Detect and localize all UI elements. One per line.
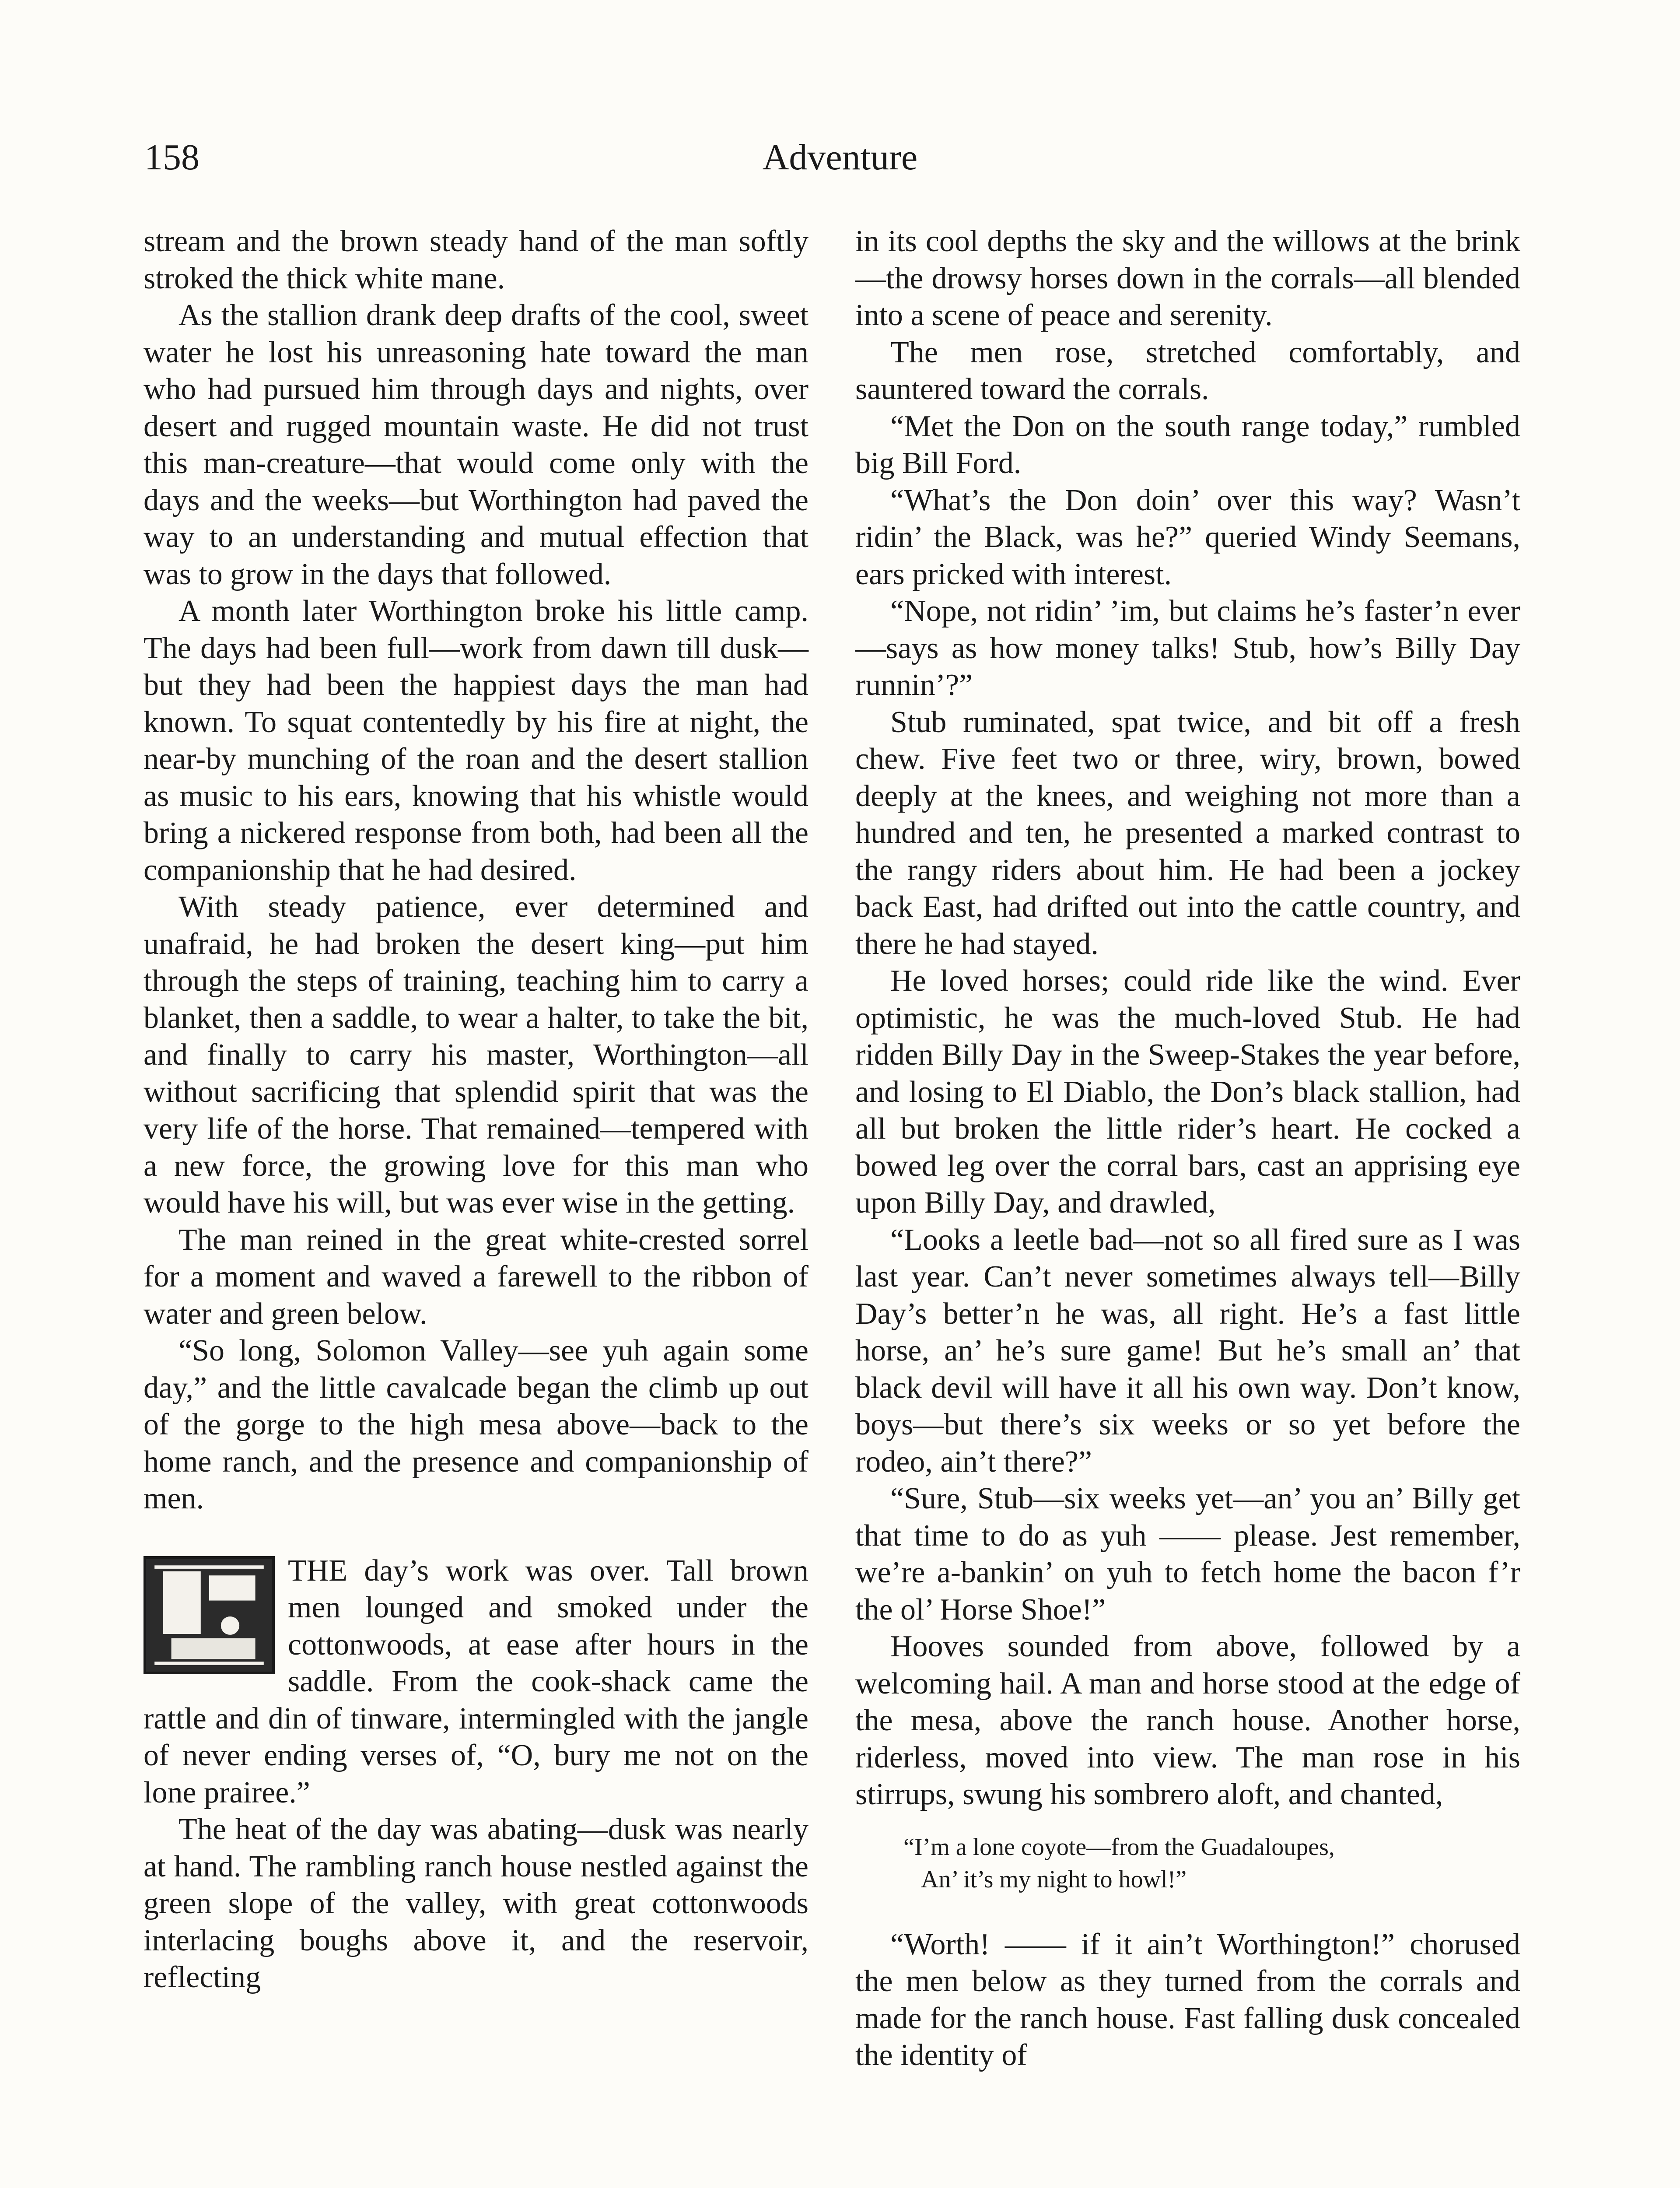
paragraph: “So long, Solomon Valley—see yuh again some day,” and the little cavalcade began the climb up out of the gorge to the high mesa above—back to the home ranch, and the presence and companionship of men. bbox=[144, 1334, 808, 1515]
left-column bbox=[144, 223, 808, 1996]
paragraph: He loved horses; could ride like the wind. Ever optimistic, he was the much-loved Stub. He had ridden Billy Day in the Sweep-Stakes the year before, and losing to El Diablo, the Don’s black stallion, had all but broken the little rider’s heart. He cocked a bowed leg over the corral bars, cast an apprising eye upon Billy Day, and drawled, bbox=[855, 964, 1520, 1220]
paragraph: “Sure, Stub—six weeks yet—an’ you an’ Billy get that time to do as yuh —— please. Jest remember, we’re a-bankin’ on yuh to fetch home the bacon f’r the ol’ Horse Shoe!” bbox=[855, 1482, 1520, 1627]
page-number: 158 bbox=[144, 137, 200, 178]
paragraph: The heat of the day was abating—dusk was nearly at hand. The rambling ranch house nestled against the green slope of the valley, with great cottonwoods interlacing boughs above it, and the reservoir, reflecting bbox=[144, 1813, 808, 1994]
paragraph: With steady patience, ever determined and unafraid, he had broken the desert king—put him through the steps of training, teaching him to carry a blanket, then a saddle, to wear a halter, to take the bit, and finally to carry his master, Worthington—all without sacrificing that splendid spirit that was the very life of the horse. That remained—tempered with a new force, the growing love for this man who would have his will, but was ever wise in the getting. bbox=[144, 890, 808, 1220]
paragraph: A month later Worthington broke his little camp. The days had been full—work from dawn till dusk—but they had been the happiest days the man had known. To squat contentedly by his fire at night, the near-by munching of the roan and the desert stallion as music to his ears, knowing that his whistle would bring a nickered response from both, had been all the companionship that he had desired. bbox=[144, 594, 808, 887]
dropcap-paragraph bbox=[144, 1553, 808, 1812]
right-column bbox=[855, 223, 1520, 2074]
running-title: Adventure bbox=[762, 137, 918, 178]
paragraph: “Nope, not ridin’ ’im, but claims he’s faster’n ever—says as how money talks! Stub, how’s Billy Day runnin’?” bbox=[855, 594, 1520, 702]
dropcap-paragraph-text: THE day’s work was over. Tall brown men lounged and smoked under the cottonwoods, at ease after hours in the saddle. From the cook-shack came the rattle and din of tinware, intermingled with the jangle of never ending verses of, “O, bury me not on the lone prairee.” bbox=[144, 1553, 808, 1809]
paragraph: Stub ruminated, spat twice, and bit off a fresh chew. Five feet two or three, wiry, brown, bowed deeply at the knees, and weighing not more than a hundred and ten, he presented a marked contrast to the rangy riders about him. He had been a jockey back East, had drifted out into the cattle country, and there he had stayed. bbox=[855, 705, 1520, 961]
paragraph: Hooves sounded from above, followed by a welcoming hail. A man and horse stood at the edge of the mesa, above the ranch house. Another horse, riderless, moved into view. The man rose in his stirrups, swung his sombrero aloft, and chanted, bbox=[855, 1630, 1520, 1811]
verse-line: “I’m a lone coyote—from the Guadaloupes, bbox=[903, 1833, 1335, 1861]
page-header bbox=[144, 131, 1536, 184]
decorative-initial-icon bbox=[144, 1556, 275, 1674]
paragraph: The men rose, stretched comfortably, and sauntered toward the corrals. bbox=[855, 335, 1520, 406]
paragraph: stream and the brown steady hand of the man softly stroked the thick white mane. bbox=[144, 224, 808, 295]
paragraph: “Met the Don on the south range today,” rumbled big Bill Ford. bbox=[855, 409, 1520, 480]
verse-block bbox=[903, 1831, 1520, 1896]
verse-line: An’ it’s my night to howl!” bbox=[921, 1865, 1187, 1893]
paragraph: “Looks a leetle bad—not so all fired sure as I was last year. Can’t never sometimes always tell—Billy Day’s better’n he was, all right. He’s a fast little horse, an’ he’s sure game! But he’s small an’ that black devil will have it all his own way. Don’t know, boys—but there’s six weeks or so yet before the rodeo, ain’t there?” bbox=[855, 1223, 1520, 1479]
paragraph: “Worth! —— if it ain’t Worthington!” chorused the men below as they turned from the corrals and made for the ranch house. Fast falling dusk concealed the identity of bbox=[855, 1927, 1520, 2072]
paragraph: “What’s the Don doin’ over this way? Wasn’t ridin’ the Black, was he?” queried Windy Seemans, ears pricked with interest. bbox=[855, 483, 1520, 591]
paragraph: in its cool depths the sky and the willows at the brink—the drowsy horses down in the corrals—all blended into a scene of peace and serenity. bbox=[855, 224, 1520, 332]
section-break bbox=[144, 1518, 808, 1553]
paragraph: The man reined in the great white-crested sorrel for a moment and waved a farewell to the ribbon of water and green below. bbox=[144, 1223, 808, 1331]
paragraph: As the stallion drank deep drafts of the cool, sweet water he lost his unreasoning hate toward the man who had pursued him through days and nights, over desert and rugged mountain waste. He did not trust this man-creature—that would come only with the days and the weeks—but Worthington had paved the way to an understanding and mutual effection that was to grow in the days that followed. bbox=[144, 298, 808, 591]
